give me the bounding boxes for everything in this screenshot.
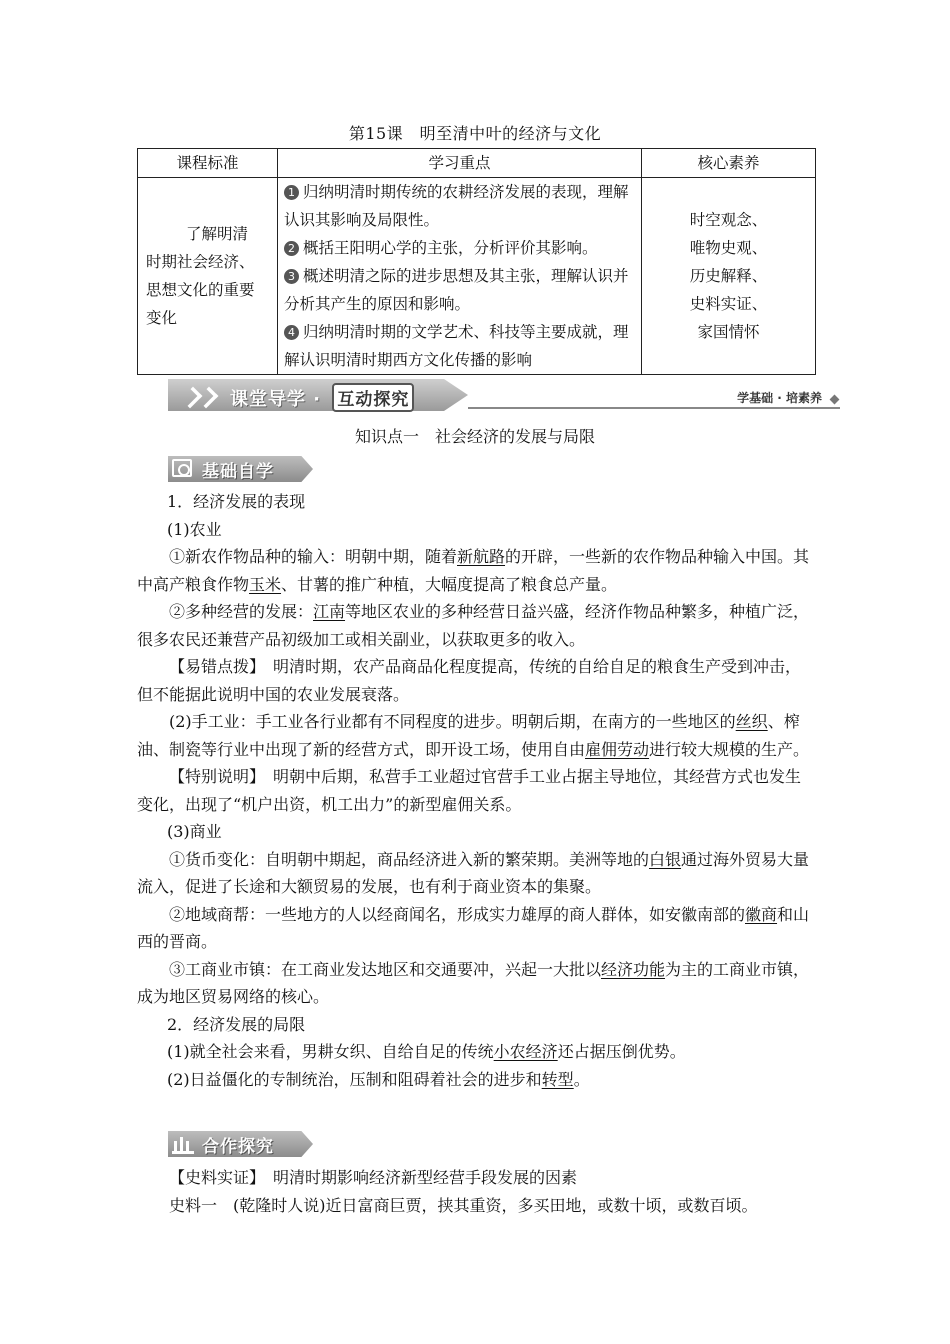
number-badge: 3	[284, 269, 299, 284]
table-header-row	[138, 149, 816, 178]
paragraph-comm-1: ①货币变化：自明朝中期起，商品经济进入新的繁荣期。美洲等地的白银通过海外贸易大量流入，促进了长途和大额贸易的发展，也有利于商业资本的集聚。	[137, 849, 810, 896]
basic-study-content	[137, 488, 817, 1093]
source-heading: 【史料实证】 明清时期影响经济新型经营手段发展的因素	[169, 1168, 578, 1187]
core-item: 时空观念、	[689, 211, 768, 229]
banner-divider	[468, 407, 840, 409]
paragraph-agri-2: ②多种经营的发展：江南等地区农业的多种经营日益兴盛，经济作物品种繁多，种植广泛，很多农民还兼营产品初级加工或相关副业，以获取更多的收入。	[137, 602, 810, 649]
people-icon	[172, 1134, 194, 1154]
table-row	[138, 178, 816, 375]
core-item: 家国情怀	[697, 323, 760, 341]
paragraph-limit-1: (1)就全社会来看，男耕女织、自给自足的传统小农经济还占据压倒优势。	[167, 1042, 686, 1061]
standard-cell	[138, 178, 278, 375]
focus-text: 归纳明清时期传统的农耕经济发展的表现，理解认识其影响及局限性。	[284, 183, 629, 229]
number-badge: 1	[284, 185, 299, 200]
core-item: 历史解释、	[689, 267, 768, 285]
standard-line: 时期社会经济、	[146, 253, 255, 271]
standard-line: 思想文化的重要	[146, 281, 255, 299]
banner-slogan: 学基础 · 培素养	[737, 391, 822, 405]
focus-text: 归纳明清时期的文学艺术、科技等主要成就，理解认识明清时期西方文化传播的影响	[284, 323, 629, 369]
header-standard: 课程标准	[138, 149, 278, 178]
curriculum-table	[137, 148, 816, 375]
core-cell	[642, 178, 816, 375]
standard-line: 变化	[146, 309, 178, 327]
note-tip: 【易错点拨】 明清时期，农产品商品化程度提高，传统的自给自足的粮食生产受到冲击，但不能据此说明中国的农业发展衰落。	[137, 657, 802, 704]
heading-2: 2．经济发展的局限	[167, 1014, 306, 1034]
focus-item-3	[284, 262, 635, 318]
lesson-title: 第15课 明至清中叶的经济与文化	[348, 124, 602, 143]
tag-label: 基础自学	[202, 462, 274, 482]
paragraph-comm-3: ③工商业市镇：在工商业发达地区和交通要冲，兴起一大批以经济功能为主的工商业市镇，成为地区贸易网络的核心。	[137, 959, 810, 1006]
header-core: 核心素养	[642, 149, 816, 178]
coop-content	[137, 1164, 817, 1219]
sub-heading-agri: (1)农业	[167, 519, 222, 539]
section-banner	[168, 379, 840, 411]
focus-item-2	[284, 234, 635, 262]
tag-basic-study	[168, 456, 313, 482]
banner-boxed-text: 互动探究	[332, 383, 414, 412]
header-focus: 学习重点	[278, 149, 642, 178]
number-badge: 4	[284, 325, 299, 340]
number-badge: 2	[284, 241, 299, 256]
source-1: 史料一 (乾隆时人说)近日富商巨贾，挟其重资，多买田地，或数十顷，或数百顷。	[169, 1195, 758, 1215]
diamond-icon	[830, 395, 840, 405]
paragraph-limit-2: (2)日益僵化的专制统治，压制和阻碍着社会的进步和转型。	[167, 1069, 590, 1089]
core-item: 唯物史观、	[689, 239, 768, 257]
paragraph-craft: (2)手工业：手工业各行业都有不同程度的进步。明朝后期，在南方的一些地区的丝织、榨油、制瓷等行业中出现了新的经营方式，即开设工场，使用自由雇佣劳动进行较大规模的生产。	[137, 712, 810, 759]
standard-line: 了解明清	[186, 225, 249, 243]
note-special: 【特别说明】 明朝中后期，私营手工业超过官营手工业占据主导地位，其经营方式也发生变化，出现了“机户出资，机工出力”的新型雇佣关系。	[137, 767, 802, 814]
paragraph-agri-1: ①新农作物品种的输入：明朝中期，随着新航路的开辟，一些新的农作物品种输入中国。其中高产粮食作物玉米、甘薯的推广种植，大幅度提高了粮食总产量。	[137, 547, 810, 594]
focus-item-1	[284, 178, 635, 234]
focus-item-4	[284, 318, 635, 374]
tag-label: 合作探究	[202, 1137, 274, 1157]
focus-text: 概述明清之际的进步思想及其主张，理解认识并分析其产生的原因和影响。	[284, 267, 629, 313]
focus-cell	[278, 178, 642, 375]
core-item: 史料实证、	[689, 295, 768, 313]
knowledge-point-title: 知识点一 社会经济的发展与局限	[354, 427, 595, 446]
heading-1: 1．经济发展的表现	[167, 492, 306, 511]
focus-text: 概括王阳明心学的主张，分析评价其影响。	[303, 239, 598, 257]
book-icon	[172, 459, 192, 477]
paragraph-comm-2: ②地域商帮：一些地方的人以经商闻名，形成实力雄厚的商人群体，如安徽南部的徽商和山西的晋商。	[137, 904, 810, 951]
banner-title-text: 课堂导学	[230, 389, 306, 410]
tag-cooperative	[168, 1131, 313, 1157]
banner-dot: ·	[313, 389, 322, 410]
sub-heading-commerce: (3)商业	[167, 822, 222, 841]
banner-title	[230, 383, 414, 412]
